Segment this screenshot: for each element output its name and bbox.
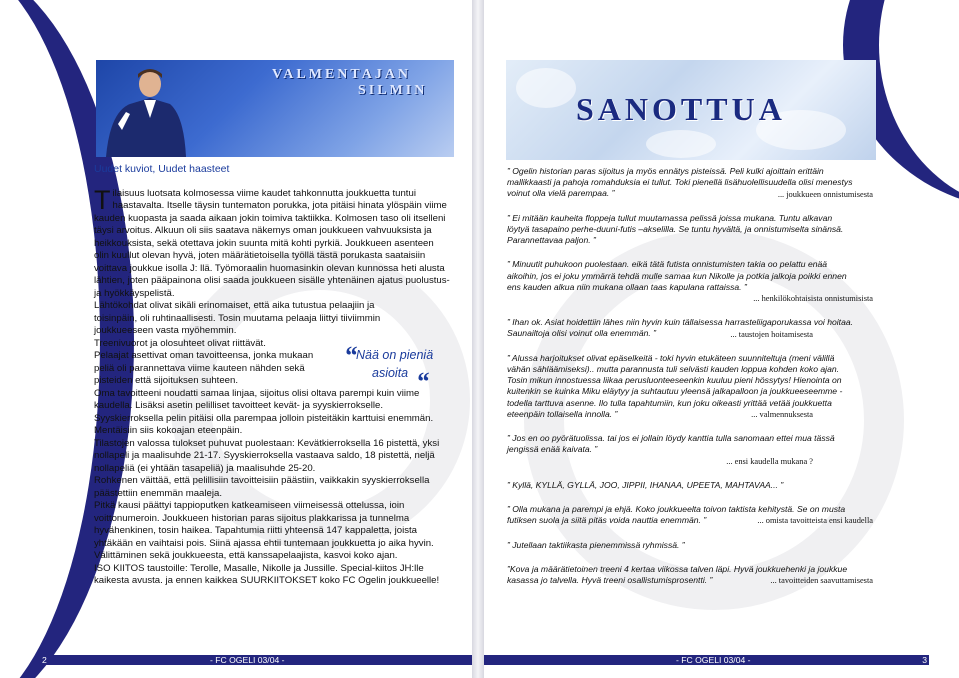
banner-title: SANOTTUA <box>576 91 786 127</box>
quote-item <box>507 504 879 527</box>
frost-texture <box>646 130 716 158</box>
article-paragraph: ISO KIITOS taustoille: Terolle, Masalle, Nikolle ja Jussille. Special-kiitos JH:lle kaikesta avusta. ja ennen kaikkea SUURKIITOKSET koko FC Ogelin joukkueelle! <box>94 562 440 586</box>
left-page <box>0 0 472 678</box>
quote-text: ” Ihan ok. Asiat hoidettiin lähes niin hyvin kuin tällaisessa harrasteliigaporukassa voi hoitaa. Saunailtoja olisi voinut olla enemmän. ” <box>507 317 854 339</box>
quote-item <box>507 540 879 551</box>
article-paragraph: Pelaajat asettivat oman tavoitteensa, jonka mukaan peliä oli parannettava viime kauteen nähden sekä pisteiden että sijoituksen suhteen. <box>94 350 314 386</box>
quote-signature: ... omista tavoitteista ensi kaudella <box>757 516 873 526</box>
quote-text: ” Ogelin historian paras sijoitus ja myös ennätys pisteissä. Peli kulki ajoittain erittäin mallikkaasti ja pahoja romahduksia ei tullut. Toki pienellä lisähuolellisuudella olisi menestys voinut olla vielä parempaa. ” <box>507 166 853 199</box>
quote-text: ” Olla mukana ja parempi ja ehjä. Koko joukkueelta toivon taktista kehitystä. Se on musta futiksen suola ja siitä pitäs voida nauttia enemmän. ” <box>507 504 846 526</box>
banner-title-line2: SILMIN <box>358 83 428 98</box>
page-number: 3 <box>922 655 927 665</box>
quote-item <box>507 480 879 491</box>
quote-text: ”Kova ja määrätietoinen treeni 4 kertaa viikossa talven läpi. Hyvä joukkuehenki ja joukkue kasassa jo talvella. Hyvä treeni osallistumisprosentti. ” <box>507 563 848 586</box>
article-paragraph: Pitkä kausi päättyi tappioputken katkeamiseen viimeisessä ottelussa, ioin voittonumeroin. Joukkueen historian paras sijoitus plakkarissa ja tunnelma hyvähenkinen, tosin haikea. Tapahtumia riitti yhteensä 147 kappaletta, joista yhtäkään en vaihtaisi pois. Siinä ajassa ehtii tuntemaan joukkuetta jo aika hyvin. Välittäminen sekä joukkueesta, että kanssapelaajista, kasvoi koko ajan. <box>94 500 434 561</box>
quote-close-icon: “ <box>416 367 429 396</box>
article-paragraph: Tilastojen valossa tulokset puhuvat puolestaan: Kevätkierroksella 16 pistettä, yksi nollapeli ja maalisuhde 21-17. Syyskierroksella vastaava saldo, 18 pistettä, neljä nollapeliä (ei yhtään tasapeliä) ja maalisuhde 25-20. <box>94 437 440 474</box>
quotes-column <box>507 166 879 600</box>
coach-photo <box>100 64 186 157</box>
page-gutter <box>472 0 484 678</box>
article-paragraph: Lähtökohdat olivat sikäli erinomaiset, että aika tutustua pelaajiin ja toisinpäin, oli ruhtinaallisesti. Tosin muutama pelaaja liittyi tiiviimmin joukkueeseen vasta myöhemmin. <box>94 300 381 336</box>
frost-texture <box>516 68 576 108</box>
article-paragraph: Oma tavoitteeni noudatti samaa linjaa, sijoitus olisi oltava parempi kuin viime kaudella. Lisäksi asetin pelilliset tavoitteet kevät- ja syyskierrokselle. Syyskierroksella pelin pitäisi olla parempaa jolloin pisteitäkin karttuisi enemmän. Mentäisiin siis kokoajan eteenpäin. <box>94 387 434 436</box>
quote-text: ” Ei mitään kauheita floppeja tullut muutamassa pelissä joissa mukana. Tuntu alkavan löytyä tasapaino perhe-duuni-futis –akselilla. Se tuntu hyvältä, ja onnistumiselta sinänsä. Parannettavaa paljon. ” <box>507 212 844 246</box>
drop-cap: T <box>94 184 111 215</box>
quote-text: ” Minuutit puhukoon puolestaan. eikä tätä futista onnistumisten takia oo pelattu enää aikoihin, jos ei joku ymmärrä tehdä mulle samaa kun Nikolle ja potkia jalkoja poikki ennen ens kauden alkua niin mukana ollaan taas kapulana rattaissa. ” <box>507 259 847 292</box>
quote-signature: ... taustojen hoitamisesta <box>730 329 813 339</box>
quote-item <box>507 564 879 587</box>
footer-title: - FC OGELI 03/04 - <box>210 655 285 665</box>
quote-item <box>507 317 879 340</box>
quote-signature: ... joukkueen onnistumisesta <box>777 189 873 199</box>
article-heading: Uudet kuviot, Uudet haasteet <box>94 163 230 175</box>
pull-quote-line1: Nää on pieniä <box>356 348 434 362</box>
quote-text: ” Kyllä, KYLLÄ, GYLLÄ, JOO, JIPPII, IHANAA, UPEETA, MAHTAVAA... ” <box>507 479 784 490</box>
article-paragraph: Treenivuorot ja olosuhteet olivat riittävät. <box>94 337 266 349</box>
quote-item <box>507 353 879 420</box>
quote-item <box>507 259 879 304</box>
footer-bar <box>484 655 929 665</box>
article-paragraph: Rohkenen väittää, että pelillisiin tavoitteisiin päästiin, vaikkakin syyskierroksella päästettiin enemmän maaleja. <box>94 475 430 499</box>
quote-signature: ... henkilökohtaisista onnistumisista <box>753 294 873 304</box>
quote-text: ” Jutellaan taktiikasta pienemmissä ryhmissä. ” <box>507 539 685 550</box>
page-number: 2 <box>42 655 47 665</box>
quote-item <box>507 166 879 200</box>
article-paragraph: ilaisuus luotsata kolmosessa viime kaudet tahkonnutta joukkuetta tuntui haastavalta. Itselle täysin tuntematon porukka, jota pitäisi hinata ylöspäin viime kauden kuopasta ja saada aikaan jokin toimiva taktiikka. Kolmosen taso oli itselleni täysi arvoitus. Alkuun oli siis saatava näkemys oman joukkueen vahvuuksista ja heikkouksista, sekä otettava jokin suunta mitä kohti pyrkiä. Joukkueen asenteen olin kuullut olevan hyvä, joten määrätietoisella työllä tästä porukasta saataisiin voittava joukkue isolla J: llä. Työmoraalin huomasinkin olevan kunnossa heti alusta lähtien, joten pääpainona olisi saada joukkueen sisälle yhtenäinen ajatus puolustus- ja hyökkäyspelistä. <box>94 187 450 299</box>
sayings-banner <box>506 60 876 160</box>
quote-text: ” Alussa harjoitukset olivat epäselkeitä - toki hyvin etukäteen suunniteltuja (meni välillä vähän sähläämiseksi).. mutta parannusta tuli selvästi kauden loppua kohden koko ajan. Tosin mikun innostuessa liikaa perusluonteeseenkin kuuluu pieni hössytys! Hienointa on kuitenkin se kuinka Miku eläytyy ja suhtautuu yleensä jalkapalloon ja joukkueeseemme - todella tarttuva asenne. Ilo tulla tapahtumiin, kun joku oikeasti yrittää vetää joukkuetta eteenpäin tollaisella innolla. ” <box>507 352 843 419</box>
quote-text: ” Jos en oo pyörätuolissa. tai jos ei jollain löydy kanttia tulla sanomaan ettei mua tässä jengissä enää kaivata. ” <box>507 433 835 455</box>
pull-quote-line2: asioita <box>372 366 409 380</box>
pull-quote <box>256 341 436 396</box>
right-page <box>484 0 959 678</box>
quote-signature: ... tavoitteiden saavuttamisesta <box>770 576 873 586</box>
quote-signature: ... valmennuksesta <box>751 410 813 420</box>
quote-item <box>507 433 879 467</box>
quote-item <box>507 213 879 247</box>
quote-signature: ... ensi kaudella mukana ? <box>726 456 813 466</box>
footer-bar <box>40 655 472 665</box>
banner-title-line1: VALMENTAJAN <box>272 67 412 82</box>
quote-open-icon: “ <box>344 341 357 370</box>
footer-title: - FC OGELI 03/04 - <box>676 655 751 665</box>
coach-view-banner <box>96 60 454 157</box>
